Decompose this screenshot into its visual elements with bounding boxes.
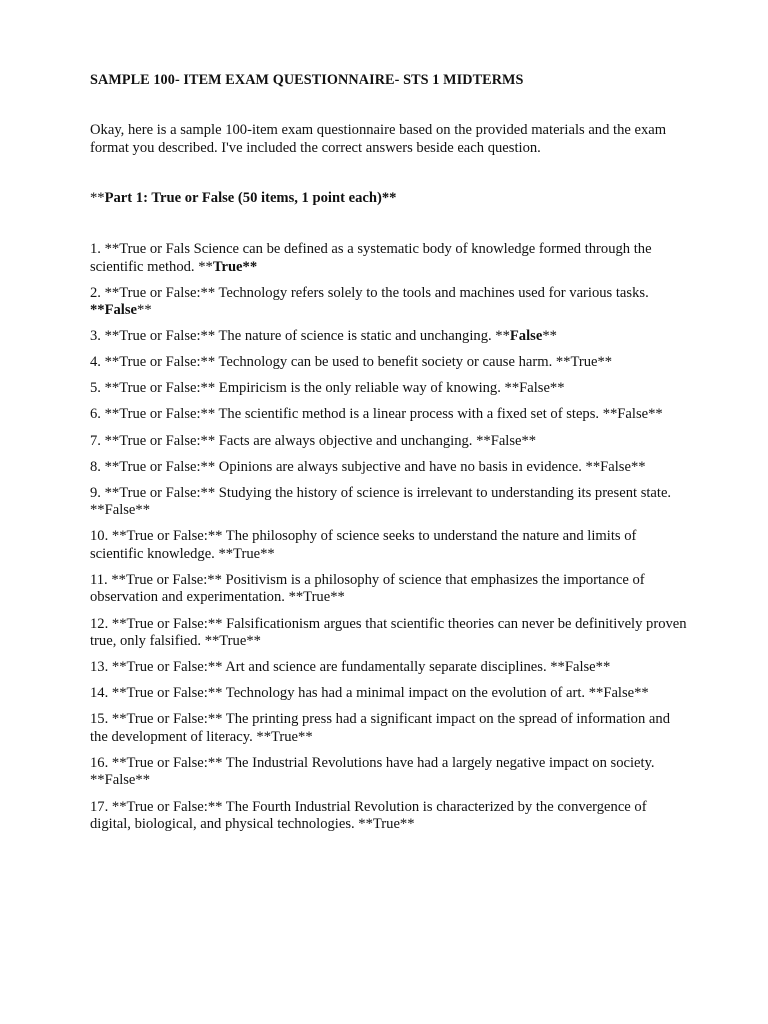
question-item — [90, 406, 690, 424]
question-item — [90, 433, 690, 451]
question-item — [90, 241, 690, 276]
question-item — [90, 528, 690, 563]
document-page — [90, 70, 690, 842]
question-item — [90, 711, 690, 746]
question-item — [90, 799, 690, 834]
question-text: 11. **True or False:** Positivism is a philosophy of science that emphasizes the importance of observation and experimentation. **True** — [90, 571, 645, 606]
part-1-title: Part 1: True or False (50 items, 1 point each)** — [104, 190, 397, 206]
question-text: 9. **True or False:** Studying the history of science is irrelevant to understanding its present state. **False** — [90, 484, 672, 519]
question-suffix: ** — [137, 302, 152, 319]
question-text: 5. **True or False:** Empiricism is the only reliable way of knowing. **False** — [90, 380, 565, 397]
question-item — [90, 572, 690, 607]
part-1-heading — [90, 189, 690, 207]
question-text: 8. **True or False:** Opinions are always subjective and have no basis in evidence. **False** — [90, 458, 646, 475]
question-item — [90, 659, 690, 677]
question-suffix: ** — [542, 328, 557, 345]
question-item — [90, 485, 690, 520]
question-item — [90, 354, 690, 372]
question-text: 4. **True or False:** Technology can be used to benefit society or cause harm. **True** — [90, 354, 613, 371]
question-text: 2. **True or False:** Technology refers solely to the tools and machines used for various tasks. — [90, 284, 649, 301]
question-answer: False — [509, 328, 543, 345]
question-list — [90, 241, 690, 834]
document-title: SAMPLE 100- ITEM EXAM QUESTIONNAIRE- STS 1 MIDTERMS — [90, 72, 524, 88]
question-text: 7. **True or False:** Facts are always objective and unchanging. **False** — [90, 432, 537, 449]
question-item — [90, 459, 690, 477]
question-text: 10. **True or False:** The philosophy of science seeks to understand the nature and limits of scientific knowledge. **True** — [90, 528, 637, 562]
question-answer: **False — [90, 302, 138, 319]
question-text: 1. **True or Fals Science can be defined as a systematic body of knowledge formed through the scientific method. ** — [90, 241, 652, 275]
question-item — [90, 380, 690, 398]
question-item — [90, 616, 690, 651]
question-text: 16. **True or False:** The Industrial Revolutions have had a largely negative impact on society. **False** — [90, 754, 655, 789]
question-item — [90, 328, 690, 346]
part-1-prefix: ** — [90, 190, 105, 206]
intro-paragraph: Okay, here is a sample 100-item exam questionnaire based on the provided materials and the exam format you described. I've included the correct answers beside each question. — [90, 122, 667, 156]
question-text: 17. **True or False:** The Fourth Industrial Revolution is characterized by the convergence of digital, biological, and physical technologies. **True** — [90, 798, 647, 832]
question-item — [90, 755, 690, 790]
question-text: 6. **True or False:** The scientific method is a linear process with a fixed set of steps. **False** — [90, 406, 663, 423]
question-text: 14. **True or False:** Technology has had a minimal impact on the evolution of art. **False** — [90, 685, 649, 702]
question-item — [90, 685, 690, 703]
question-text: 15. **True or False:** The printing press had a significant impact on the spread of information and the development of literacy. **True** — [90, 711, 670, 745]
question-text: 12. **True or False:** Falsificationism argues that scientific theories can never be definitively proven true, only falsified. **True** — [90, 615, 687, 650]
question-text: 13. **True or False:** Art and science are fundamentally separate disciplines. **False** — [90, 659, 611, 676]
question-text: 3. **True or False:** The nature of science is static and unchanging. ** — [90, 328, 510, 345]
question-item — [90, 285, 690, 320]
question-answer: True** — [212, 258, 258, 275]
